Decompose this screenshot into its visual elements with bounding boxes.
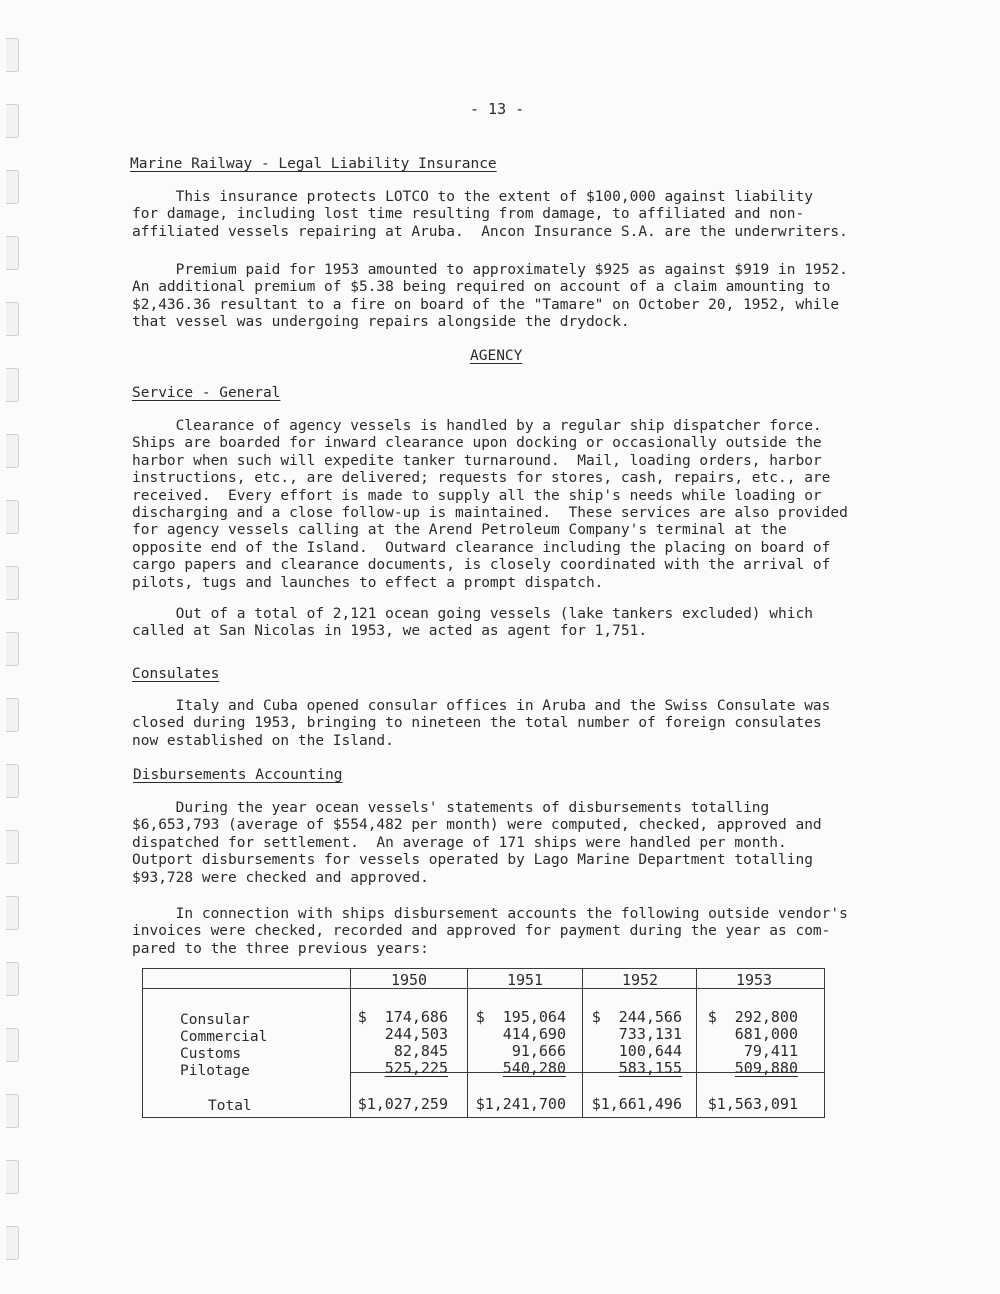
page-number: - 13 - [470, 100, 525, 118]
paragraph: During the year ocean vessels' statements of disbursements totalling $6,653,793 (average of $554,482 per month) were computed, checked, approved and dispatched for settlement. An average of 171 ships were handled per month. Outport disbursements for vessels operated by Lago Marine Department totalling $93,728 were checked and approved. [132, 800, 822, 886]
cell-value: 540,280 [502, 1059, 566, 1077]
row-label: Commercial [180, 1029, 268, 1045]
cell-value: 91,666 [511, 1042, 566, 1060]
vendor-invoices-table [142, 968, 825, 1118]
year-header: 1952 [621, 971, 659, 989]
year-header: 1951 [506, 971, 544, 989]
total-value: $1,241,700 [475, 1095, 566, 1113]
cell-value: 79,411 [743, 1042, 798, 1060]
cell-value: $ 292,800 [707, 1008, 798, 1026]
cell-value: 244,503 [384, 1025, 448, 1043]
cell-value: 583,155 [618, 1059, 682, 1077]
heading-marine-railway: Marine Railway - Legal Liability Insurance [130, 156, 497, 172]
cell-value: $ 244,566 [591, 1008, 682, 1026]
row-label: Customs [180, 1046, 242, 1062]
cell-value: 509,880 [734, 1059, 798, 1077]
heading-consulates: Consulates [132, 666, 220, 682]
paragraph: Out of a total of 2,121 ocean going vessels (lake tankers excluded) which called at San Nicolas in 1953, we acted as agent for 1,751. [132, 606, 813, 640]
cell-value: 681,000 [734, 1025, 798, 1043]
table-rule [582, 968, 583, 1118]
heading-service-general: Service - General [132, 385, 281, 401]
cell-value: 100,644 [618, 1042, 682, 1060]
year-header: 1950 [390, 971, 428, 989]
year-header: 1953 [735, 971, 773, 989]
total-value: $1,661,496 [591, 1095, 682, 1113]
section-title-agency: AGENCY [470, 348, 523, 364]
table-rule [467, 968, 468, 1118]
paragraph: Clearance of agency vessels is handled by a regular ship dispatcher force. Ships are boarded for inward clearance upon docking or occasionally outside the harbor when such will expedite tanker turnaround. Mail, loading orders, harbor instructions, etc., are delivered; requests for stores, cash, repairs, etc., are received. Every effort is made to supply all the ship's needs while loading or discharging and a close follow-up is maintained. These services are also provided for agency vessels calling at the Arend Petroleum Company's terminal at the opposite end of the Island. Outward clearance including the placing on board of cargo papers and clearance documents, is closely coordinated with the arrival of pilots, tugs and launches to effect a prompt dispatch. [132, 418, 848, 591]
total-label: Total [208, 1098, 252, 1114]
cell-value: 414,690 [502, 1025, 566, 1043]
cell-value: 82,845 [393, 1042, 448, 1060]
paragraph: Premium paid for 1953 amounted to approximately $925 as against $919 in 1952. An additional premium of $5.38 being required on account of a claim amounting to $2,436.36 resultant to a fire on board of the "Tamare" on October 20, 1952, while that vessel was undergoing repairs alongside the drydock. [132, 262, 848, 331]
cell-value: $ 195,064 [475, 1008, 566, 1026]
heading-disbursements: Disbursements Accounting [133, 767, 343, 783]
cell-value: 733,131 [618, 1025, 682, 1043]
table-rule [696, 968, 697, 1118]
cell-value: $ 174,686 [357, 1008, 448, 1026]
cell-value: 525,225 [384, 1059, 448, 1077]
table-rule [350, 968, 351, 1118]
total-value: $1,563,091 [707, 1095, 798, 1113]
paragraph: Italy and Cuba opened consular offices in Aruba and the Swiss Consulate was closed during 1953, bringing to nineteen the total number of foreign consulates now established on the Island. [132, 698, 831, 749]
row-label: Pilotage [180, 1063, 250, 1079]
row-label: Consular [180, 1012, 250, 1028]
paragraph: This insurance protects LOTCO to the extent of $100,000 against liability for damage, including lost time resulting from damage, to affiliated and non- affiliated vessels repairing at Aruba. Ancon Insurance S.A. are the underwriters. [132, 189, 848, 240]
total-value: $1,027,259 [357, 1095, 448, 1113]
paragraph: In connection with ships disbursement accounts the following outside vendor's invoices were checked, recorded and approved for payment during the year as com- pared to the three previous years: [132, 906, 848, 957]
